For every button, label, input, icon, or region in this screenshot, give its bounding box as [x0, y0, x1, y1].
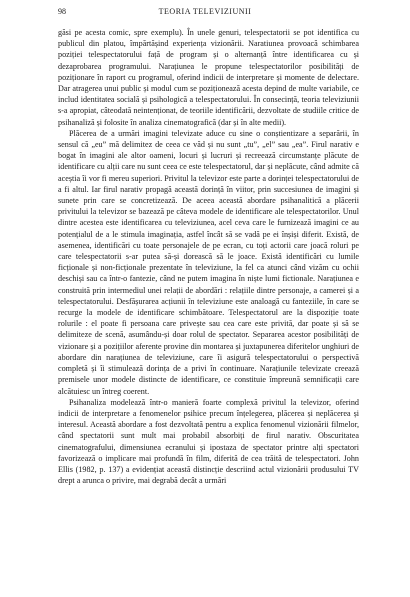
running-title: TEORIA TELEVIZIUNII [158, 7, 252, 16]
paragraph-pleasure-of-viewing: Plăcerea de a urmări imagini televizate aduce cu sine o conștientizare a separării, în sensul că „eu” mă delimitez de ceea ce văd și nu sunt „tu”, „el” sau „ea”. Firul narativ e bogat în imagini ale altor oameni, locuri și lucruri și recreează circumstanțe plăcute de identificare cu alții care nu sunt ceea ce este telespectatorul, dar și neplăcute, când admite că aceștia îi vor fi mereu superiori. Privitul la televizor este parte a dorinței telespectatorului de a fi altul. Iar firul narativ propagă această dorință în viitor, prin succesiunea de imagini și sunete prin care se concretizează. De aceea această abordare psihanalitică a plăcerii privitului la televizor se bazează pe câteva modele de identificare ale telespectatorilor. Unul dintre acestea este identificarea cu televiziunea, acel ceva care le furnizează imagini ce au potențialul de a le stimula imaginația, astfel încât să se vadă pe ei înșiși diferit. Există, de asemenea, identificări cu toate personajele de pe ecran, cu toți actorii care joacă roluri pe care telespectatorii s-ar putea să-și dorească să le joace. Există identificări cu lumile ficționale și non-ficționale prezentate în televiziune, la fel ca atunci când vizăm cu ochii deschiși sau ca într-o fantezie, când ne putem imagina în niște lumi fictionale. Narațiunea e construită prin intermediul unei relații de abordări : relațiile dintre personaje, a camerei și a telespectatorului. Desfășurarea acțiunii în televiziune este analoagă cu fanteziile, în care se recurge la modele de identificare schimbătoare. Telespectatorul are la dispoziție toate rolurile : el poate fi persoana care privește sau cea care este privită, dar poate și să se delimiteze de scenă, asumându-și doar rolul de spectator. Separarea acestor posibilități de vizionare și a pozițiilor aferente provine din montarea și juxtapunerea diferitelor unghiuri de abordare din narațiunea de televiziune, care îi asigură telespectatorului o perspectivă completă și îi stimulează dorința de a privi în continuare. Narațiunile televizate creează premisele unor modele distincte de identificare, ce constituie împreună semnificații care alcătuiesc un întreg coerent. [58, 128, 359, 396]
page-number: 98 [58, 7, 66, 16]
running-header [58, 7, 352, 19]
paragraph-continuation: găsi pe acesta comic, spre exemplu). În unele genuri, telespectatorii se pot identifica cu publicul din platou, împărtășind experiența vizionării. Naratiunea provoacă schimbarea poziției telespectatorului față de program și o alternanță între identificarea cu și dezaprobarea programului. Narațiunea le propune telespectatorilor posibilități de poziționare în raport cu programul, oferind indicii de interpretare și momente de delectare. Dar atragerea unui public și modul cum se poziționează acesta depind de multe variabile, ce includ identitatea socială și psihologică a telespectatorului. În consecință, teoria televiziunii s-a apropiat, câteodată neintenționat, de teoriile identificării, dezvoltate de studiile critice de psihanaliză și folosite în analiza cinematografică (dar și în alte medii). [58, 28, 359, 127]
paragraph-psychoanalysis: Psihanaliza modelează într-o manieră foarte complexă privitul la televizor, oferind indicii de interpretare a fenomenelor psihice precum înțelegerea, plăcerea și neplăcerea și interesul. Această abordare a fost dezvoltată pentru a explica fenomenul vizionării filmelor, când spectatorii sunt mult mai probabil absorbiți de firul narativ. Obscuritatea cinematografului, dimensiunea ecranului și ipostaza de spectator printre alți spectatori favorizează o implicare mai profundă în film, diferită de cea trăită de telespectatori. John Ellis (1982, p. 137) a evidențiat această distincție descriind actul vizionării produsului TV drept a arunca o privire, mai degrabă decât a urmări [58, 397, 359, 486]
page-body [58, 27, 359, 486]
